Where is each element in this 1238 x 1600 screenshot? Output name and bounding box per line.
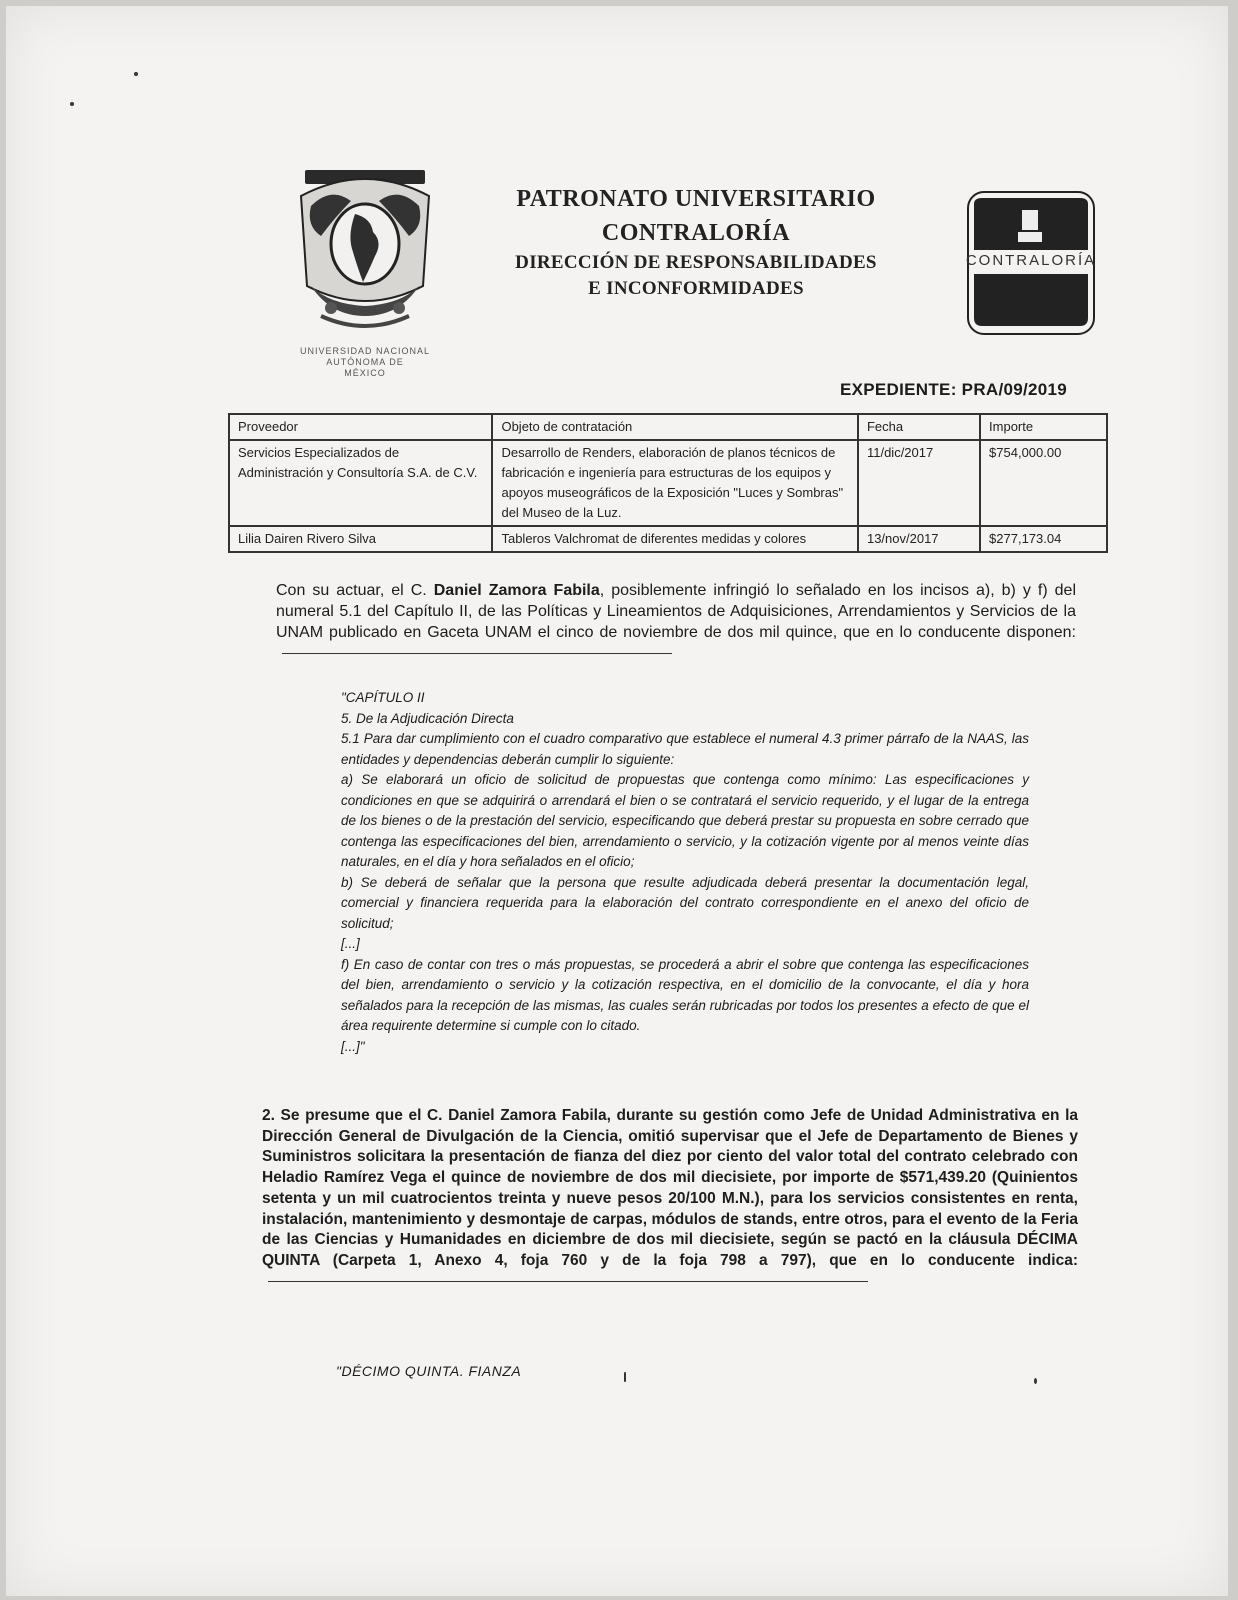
quote-item-b: b) Se deberá de señalar que la persona que resulte adjudicada deberá presentar la documentación legal, comercial y financiera requerida para la elaboración del contrato correspondiente en el anexo del oficio de solicitud; xyxy=(341,874,1029,931)
header-title-line1: PATRONATO UNIVERSITARIO xyxy=(516,186,876,212)
paragraph1-after: , posiblemente infringió lo señalado en los incisos a), b) y f) del numeral 5.1 del Capítulo II, de las Políticas y Lineamientos de Adquisiciones, Arrendamientos y Servicios de la UNAM publicado en Gaceta UNAM el cinco de noviembre de dos mil quince, que en lo conducente disponen: xyxy=(276,582,1076,641)
cell-objeto: Tableros Valchromat de diferentes medidas y colores xyxy=(492,526,858,552)
contraloria-logo xyxy=(964,190,1098,336)
quote-item-f: f) En caso de contar con tres o más propuestas, se procederá a abrir el sobre que contenga las especificaciones del bien, arrendamiento o servicio y la cotización respectiva, en el domicilio de la convocante, el día y hora señalados para la recepción de las mismas, las cuales serán rubricadas por todos los presentes a efecto de que el área requirente determine si cumple con lo citado. xyxy=(341,956,1029,1033)
fill-line xyxy=(282,653,672,654)
fill-line xyxy=(268,1281,868,1282)
header-subtitle-line2: E INCONFORMIDADES xyxy=(588,278,804,299)
scan-speck xyxy=(624,1372,626,1382)
contraloria-logo-text: CONTRALORÍA xyxy=(965,252,1097,269)
seal-caption-line3: MÉXICO xyxy=(344,368,386,378)
quote-ellipsis: [...] xyxy=(341,936,360,951)
paragraph1-before: Con su actuar, el C. xyxy=(276,582,434,599)
scan-speck xyxy=(70,102,74,106)
regulation-quote xyxy=(341,688,1029,1057)
paragraph-infraction xyxy=(276,580,1076,664)
col-header-fecha: Fecha xyxy=(858,414,980,440)
expediente-number: EXPEDIENTE: PRA/09/2019 xyxy=(840,380,1068,399)
quote-section: 5. De la Adjudicación Directa xyxy=(341,710,514,726)
seal-caption-line2: AUTÓNOMA DE xyxy=(326,357,404,367)
cell-importe: $277,173.04 xyxy=(980,526,1107,552)
quote-chapter: "CAPÍTULO II xyxy=(341,690,425,705)
paragraph-presumption xyxy=(262,1106,1078,1292)
seal-caption xyxy=(292,346,438,379)
scan-speck xyxy=(134,72,138,76)
document-page xyxy=(6,6,1228,1596)
paragraph2-text: 2. Se presume que el C. Daniel Zamora Fabila, durante su gestión como Jefe de Unidad Administrativa en la Dirección General de Divulgación de la Ciencia, omitió supervisar que el Jefe de Departamento de Bienes y Suministros solicitara la presentación de fianza del diez por ciento del valor total del contrato celebrado con Heladio Ramírez Vega el quince de noviembre de dos mil diecisiete, por importe de $571,439.20 (Quinientos setenta y un mil cuatrocientos treinta y nueve pesos 20/100 M.N.), para los servicios consistentes en renta, instalación, mantenimiento y desmontaje de carpas, módulos de stands, entre otros, para el evento de la Feria de las Ciencias y Humanidades en diciembre de dos mil diecisiete, según se pactó en la cláusula DÉCIMA QUINTA (Carpeta 1, Anexo 4, foja 760 y de la foja 798 a 797), que en lo conducente indica: xyxy=(262,1107,1078,1269)
cell-objeto: Desarrollo de Renders, elaboración de planos técnicos de fabricación e ingeniería para estructuras de los equipos y apoyos museográficos de la Exposición "Luces y Sombras" del Museo de la Luz. xyxy=(492,440,858,526)
cell-proveedor: Servicios Especializados de Administración y Consultoría S.A. de C.V. xyxy=(229,440,492,526)
cell-fecha: 11/dic/2017 xyxy=(858,440,980,526)
quote-end: [...]" xyxy=(341,1038,365,1054)
cell-fecha: 13/nov/2017 xyxy=(858,526,980,552)
table-row xyxy=(229,526,1107,552)
seal-caption-line1: UNIVERSIDAD NACIONAL xyxy=(299,346,431,356)
col-header-importe: Importe xyxy=(980,414,1107,440)
fianza-quote-title: "DÉCIMO QUINTA. FIANZA xyxy=(336,1363,522,1379)
header-subtitle-line1: DIRECCIÓN DE RESPONSABILIDADES xyxy=(515,252,877,273)
col-header-objeto: Objeto de contratación xyxy=(492,414,858,440)
quote-item-a: a) Se elaborará un oficio de solicitud de propuestas que contenga como mínimo: Las especificaciones y condiciones en que se adquirirá o arrendará el bien o se contratará el servicio requerido, y el lugar de la entrega de los bienes o de la prestación del servicio, especificando que deberá prestar su propuesta en sobre cerrado que contenga las especificaciones del bien, arrendamiento o servicio, y la cotización vigente por al menos veinte días naturales, en el día y hora señalados en el oficio; xyxy=(341,772,1029,869)
header-title-line2: CONTRALORÍA xyxy=(601,220,791,246)
cell-importe: $754,000.00 xyxy=(980,440,1107,526)
table-row xyxy=(229,440,1107,526)
paragraph1-name: Daniel Zamora Fabila xyxy=(433,582,600,599)
table-header-row xyxy=(229,414,1107,440)
unam-seal-logo xyxy=(291,166,439,341)
contracts-table xyxy=(228,413,1108,553)
quote-5-1: 5.1 Para dar cumplimiento con el cuadro comparativo que establece el numeral 4.3 primer párrafo de la NAAS, las entidades y dependencias deberán cumplir lo siguiente: xyxy=(341,731,1029,767)
scan-speck xyxy=(1034,1378,1037,1384)
document-header xyxy=(511,182,881,302)
col-header-proveedor: Proveedor xyxy=(229,414,492,440)
cell-proveedor: Lilia Dairen Rivero Silva xyxy=(229,526,492,552)
